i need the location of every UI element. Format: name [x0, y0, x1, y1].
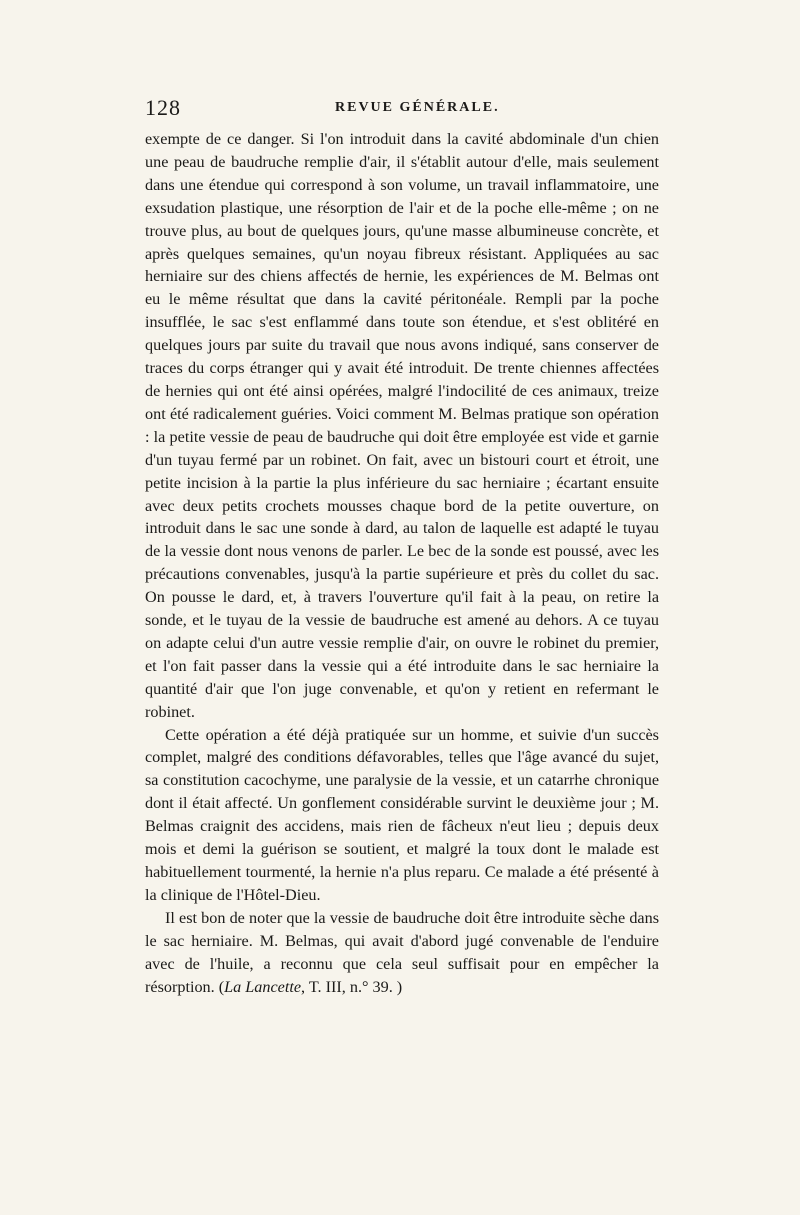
citation-journal: La Lancette [224, 977, 302, 996]
page-number: 128 [145, 95, 181, 120]
citation-reference: , T. III, n.° 39. ) [301, 977, 403, 996]
body-text [145, 128, 659, 998]
running-head: REVUE GÉNÉRALE. [335, 100, 500, 115]
paragraph-continued: exempte de ce danger. Si l'on introduit dans la cavité abdominale d'un chien une peau de baudruche remplie d'air, il s'établit autour d'elle, mais seulement dans une étendue qui correspond à son volume, un travail inflammatoire, une exsudation plastique, une résorption de l'air et de la poche elle-même ; on ne trouve plus, au bout de quelques jours, qu'une masse albumineuse concrète, et après quelques semaines, qu'un noyau fibreux résistant. Appliquées au sac herniaire sur des chiens affectés de hernie, les expériences de M. Belmas ont eu le même résultat que dans la cavité péritonéale. Rempli par la poche insufflée, le sac s'est enflammé dans toute son étendue, et s'est oblitéré en quelques jours par suite du travail que nous avons indiqué, sans conserver de traces du corps étranger qui y avait été introduit. De trente chiennes affectées de hernies qui ont été ainsi opérées, malgré l'indocilité de ces animaux, treize ont été radicalement guéries. Voici comment M. Belmas pratique son opération : la petite vessie de peau de baudruche qui doit être employée est vide et garnie d'un tuyau fermé par un robinet. On fait, avec un bistouri court et étroit, une petite incision à la partie la plus inférieure du sac herniaire ; écartant ensuite avec deux petits crochets mousses chaque bord de la petite ouverture, on introduit dans le sac une sonde à dard, au talon de laquelle est adapté le tuyau de la vessie dont nous venons de parler. Le bec de la sonde est poussé, avec les précautions convenables, jusqu'à la partie supérieure et près du collet du sac. On pousse le dard, et, à travers l'ouverture qu'il fait à la peau, on retire la sonde, et le tuyau de la vessie de baudruche est amené au dehors. A ce tuyau on adapte celui d'un autre vessie remplie d'air, on ouvre le robinet du premier, et l'on fait passer dans la vessie qui a été introduite dans le sac herniaire la quantité d'air que l'on juge convenable, et qu'on y retient en refermant le robinet. [145, 130, 659, 721]
note-text: Il est bon de noter que la vessie de baudruche doit être introduite sèche dans le sac herniaire. M. Belmas, qui avait d'abord jugé convenable de l'enduire avec de l'huile, a reconnu que cela seul suffisait pour en empêcher la résorption. ( [145, 908, 659, 996]
page-header [145, 95, 665, 119]
paragraph-patient-case: Cette opération a été déjà pratiquée sur un homme, et suivie d'un succès complet, malgré des conditions défavorables, telles que l'âge avancé du sujet, sa constitution cacochyme, une paralysie de la vessie, et un catarrhe chronique dont il était affecté. Un gonflement considérable survint le deuxième jour ; M. Belmas craignit des accidens, mais rien de fâcheux n'eut lieu ; depuis deux mois et demi la guérison se soutient, et malgré la toux dont le malade est habituellement tourmenté, la hernie n'a plus reparu. Ce malade a été présenté à la clinique de l'Hôtel-Dieu. [145, 725, 659, 904]
paragraph-note [145, 907, 659, 999]
